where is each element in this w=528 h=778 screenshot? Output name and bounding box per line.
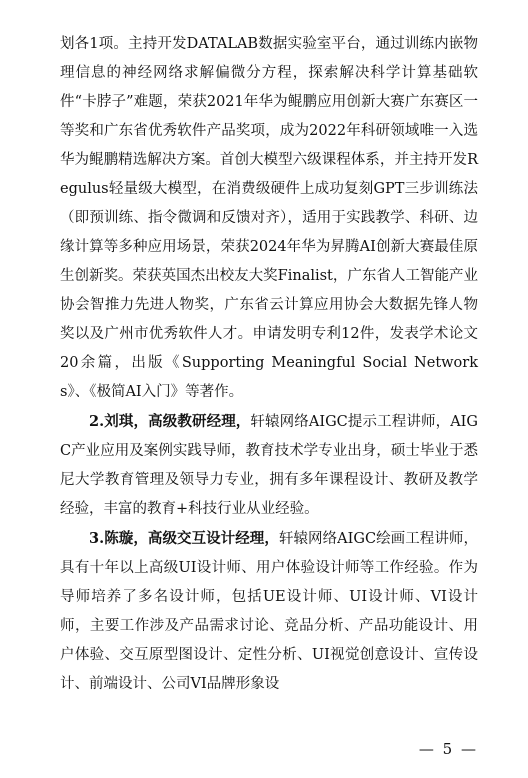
paragraph-lead: 3.陈璇，高级交互设计经理， [89,530,279,547]
paragraph-text: 划各1项。主持开发DATALAB数据实验室平台，通过训练内嵌物理信息的神经网络求解偏微分方程，探索解决科学计算基础软件“卡脖子”难题，荣获2021年华为鲲鹏应用创新大赛广东赛区一等奖和广东省优秀软件产品奖项，成为2022年科研领域唯一入选华为鲲鹏精选解决方案。首创大模型六级课程体系，并主持开发Regulus轻量级大模型，在消费级硬件上成功复刻GPT三步训练法（即预训练、指令微调和反馈对齐），适用于实践教学、科研、边缘计算等多种应用场景，荣获2024年华为昇腾AI创新大赛最佳原生创新奖。荣获英国杰出校友大奖Finalist，广东省人工智能产业协会智推力先进人物奖，广东省云计算应用协会大数据先锋人物奖以及广州市优秀软件人才。申请发明专利12件，发表学术论文20余篇，出版《Supporting Meaningful Social Networks》、《极简AI入门》等著作。 [60,36,478,400]
paragraph-chen-xuan [60,524,478,699]
paragraph-lead: 2.刘琪，高级教研经理， [89,413,251,430]
page-footer [0,740,528,764]
paragraph-bio-continued [60,30,478,407]
paragraph-liu-qi [60,407,478,524]
paragraph-text: 轩辕网络AIGC绘画工程讲师，具有十年以上高级UI设计师、用户体验设计师等工作经验。作为导师培养了多名设计师，包括UE设计师、UI设计师、VI设计师，主要工作涉及产品需求讨论、竞品分析、产品功能设计、用户体验、交互原型图设计、定性分析、UI视觉创意设计、宣传设计、前端设计、公司VI品牌形象设 [60,531,478,692]
paragraph-text: 轩辕网络AIGC提示工程讲师，AIGC产业应用及案例实践导师，教育技术学专业出身，硕士毕业于悉尼大学教育管理及领导力专业，拥有多年课程设计、教研及教学经验，丰富的教育+科技行业从业经验。 [60,414,478,517]
page-number: — 5 — [418,740,478,758]
document-body [60,30,478,699]
